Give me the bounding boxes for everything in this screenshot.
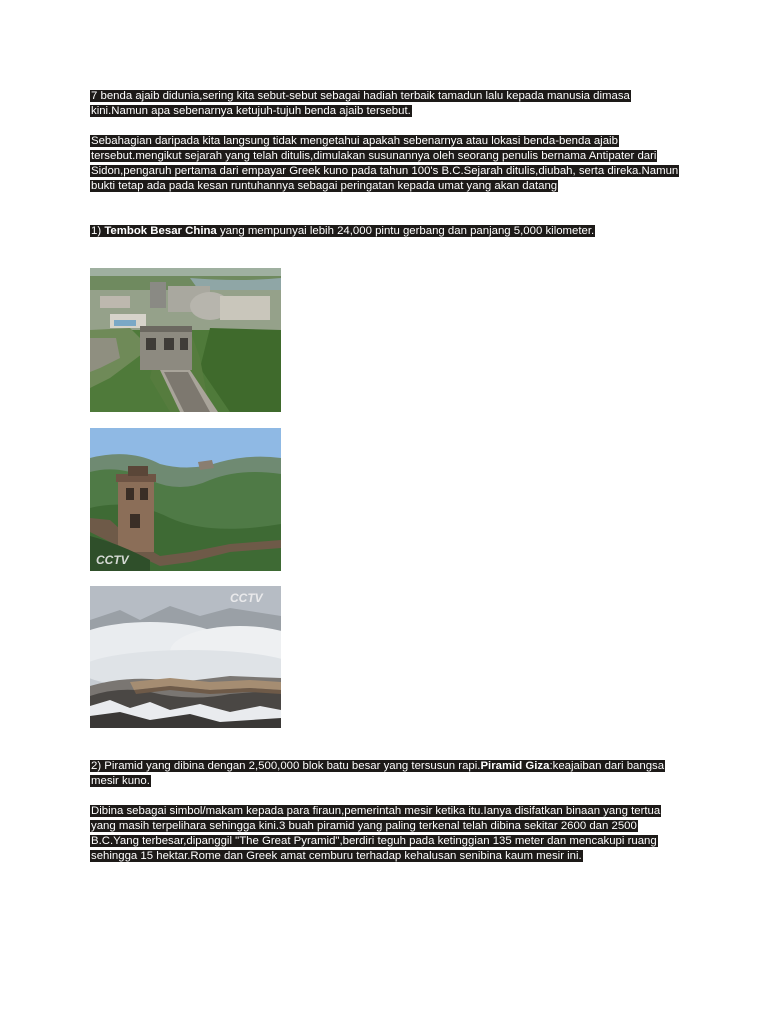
item2-heading-line-2: mesir kuno. <box>91 775 150 787</box>
intro-line-1: 7 benda ajaib didunia,sering kita sebut-sebut sebagai hadiah terbaik tamadun lalu kepada manusia dimasa <box>91 90 630 102</box>
item2-suffix: :keajaiban dari bangsa <box>549 760 665 772</box>
item1-name: Tembok Besar China <box>104 225 217 237</box>
history-line-4: bukti tetap ada pada kesan runtuhannya sebagai peringatan kepada umat yang akan datang <box>91 180 558 192</box>
pyramid-line-2: yang masih terpelihara sehingga kini.3 buah piramid yang paling terkenal telah dibina sekitar 2600 dan 2500 <box>91 820 637 832</box>
item1-description: yang mempunyai lebih 24,000 pintu gerbang dan panjang 5,000 kilometer. <box>219 225 595 237</box>
pyramid-line-1: Dibina sebagai simbol/makam kepada para firaun,pemerintah mesir ketika itu.Ianya disifatkan binaan yang tertua <box>91 805 661 817</box>
item2-heading-line-1 <box>90 759 665 773</box>
great-wall-snow-photo <box>90 586 281 728</box>
pyramid-line-3: B.C.Yang terbesar,dipanggil "The Great Pyramid",berdiri teguh pada ketinggian 135 meter dan mencakupi ruang <box>91 835 657 847</box>
item1-number: 1) <box>91 225 102 237</box>
cctv-watermark-2: CCTV <box>230 591 263 605</box>
cctv-watermark: CCTV <box>96 553 129 567</box>
item1-heading <box>90 224 595 238</box>
history-line-2: tersebut.mengikut sejarah yang telah ditulis,dimulakan susunannya oleh seorang penulis bernama Antipater dari <box>91 150 657 162</box>
pyramid-line-4: sehingga 15 hektar.Rome dan Greek amat cemburu terhadap kehalusan senibina kaum mesir ini. <box>91 850 582 862</box>
intro-line-2: kini.Namun apa sebenarnya ketujuh-tujuh benda ajaib tersebut. <box>91 105 411 117</box>
item2-prefix: 2) Piramid yang dibina dengan 2,500,000 blok batu besar yang tersusun rapi. <box>91 760 481 772</box>
history-line-3: Sidon,pengaruh pertama dari empayar Greek kuno pada tahun 100's B.C.Sejarah ditulis,diubah, serta direka.Namun <box>91 165 679 177</box>
great-wall-tower-photo <box>90 428 281 571</box>
history-line-1: Sebahagian daripada kita langsung tidak mengetahui apakah sebenarnya atau lokasi benda-benda ajaib <box>91 135 618 147</box>
item2-name: Piramid Giza <box>480 760 550 772</box>
great-wall-aerial-photo <box>90 268 281 412</box>
